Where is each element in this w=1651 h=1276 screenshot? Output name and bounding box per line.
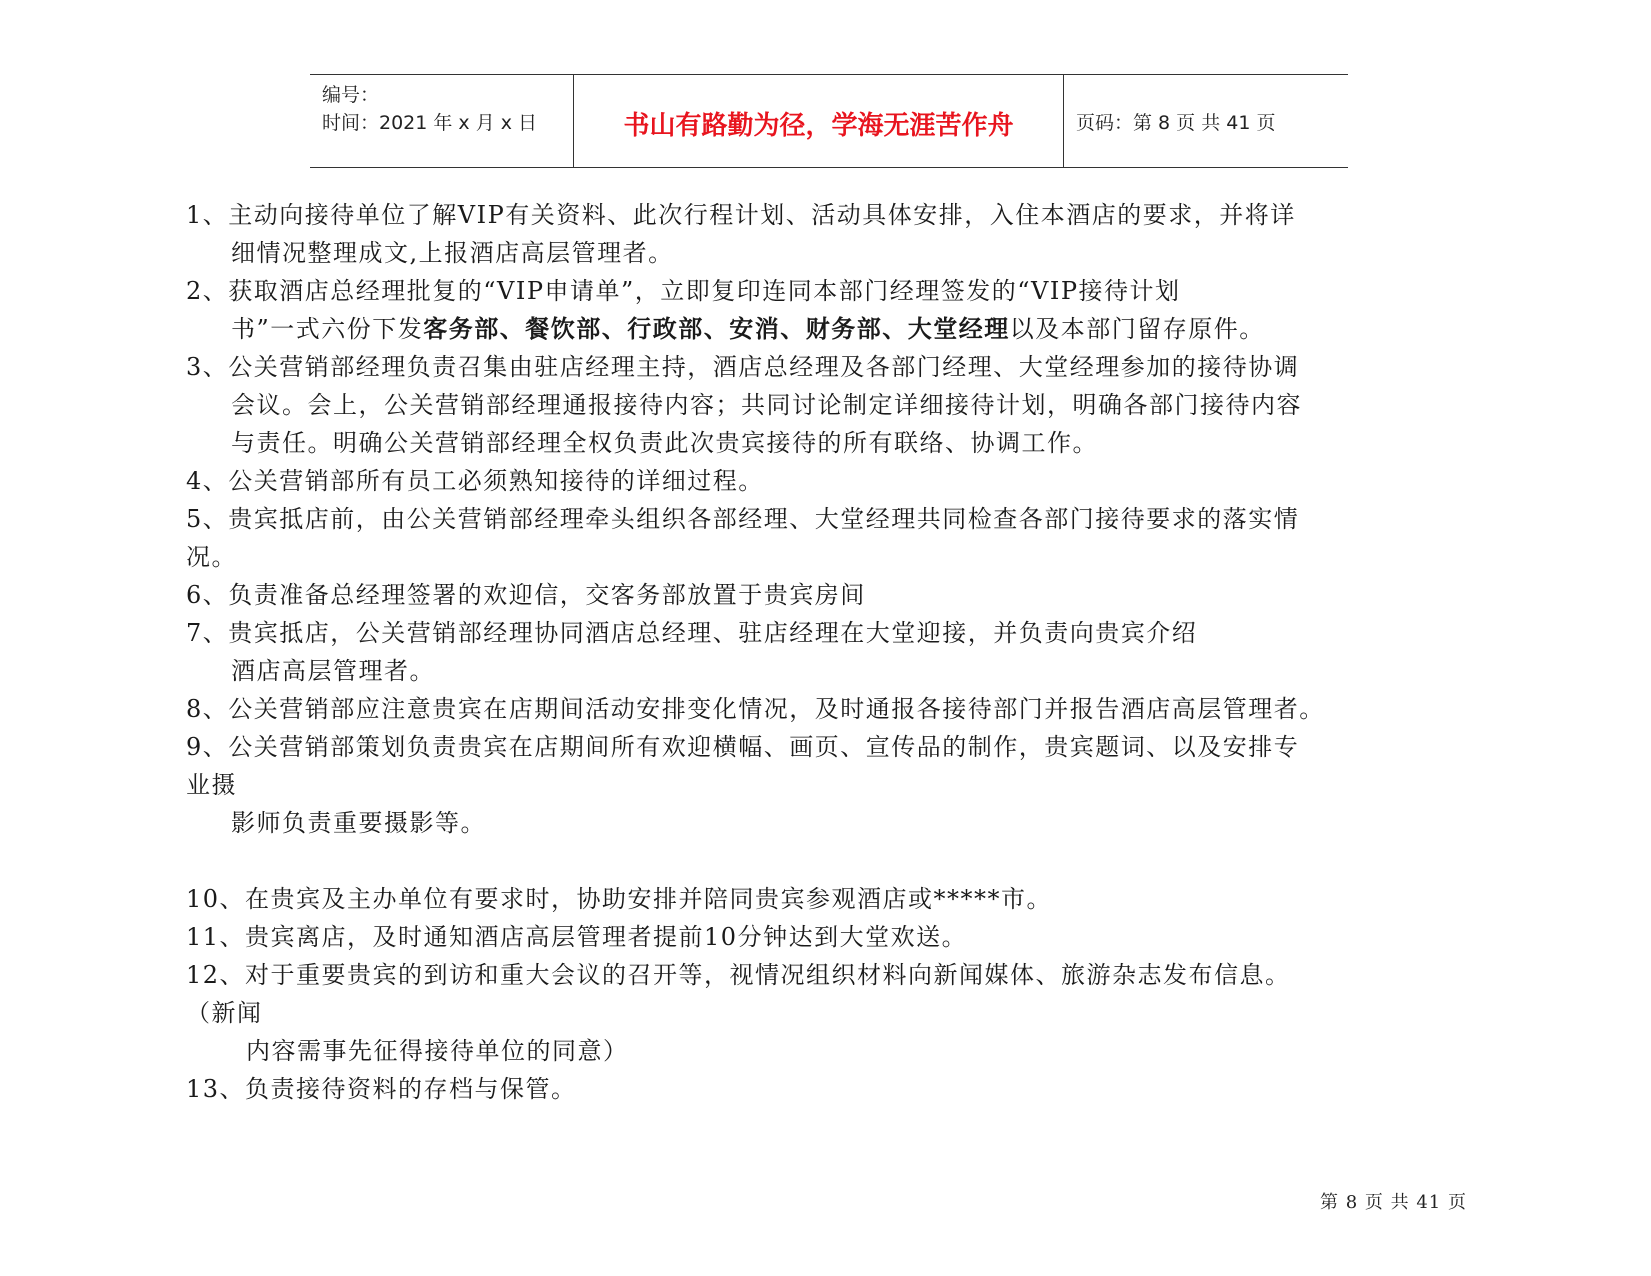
page-footer: 第 8 页 共 41 页 <box>1320 1192 1467 1213</box>
item-2-text-post: 以及本部门留存原件。 <box>1009 315 1265 343</box>
item-1-line-1: 1、主动向接待单位了解VIP有关资料、此次行程计划、活动具体安排，入住本酒店的要求，并将详 <box>186 201 1296 229</box>
item-2-text-pre: 书”一式六份下发 <box>231 315 424 343</box>
item-9-line-2: 业摄 <box>186 771 237 799</box>
item-10: 10、在贵宾及主办单位有要求时，协助安排并陪同贵宾参观酒店或*****市。 <box>186 885 1053 913</box>
item-5-line-1: 5、贵宾抵店前，由公关营销部经理牵头组织各部经理、大堂经理共同检查各部门接待要求的落实情 <box>186 505 1300 533</box>
item-6: 6、负责准备总经理签署的欢迎信，交客务部放置于贵宾房间 <box>186 581 866 609</box>
document-time-label: 时间：2021 年 x 月 x 日 <box>322 112 538 134</box>
item-12-line-1: 12、对于重要贵宾的到访和重大会议的召开等，视情况组织材料向新闻媒体、旅游杂志发布信息。 <box>186 961 1291 989</box>
item-3-line-3: 与责任。明确公关营销部经理全权负责此次贵宾接待的所有联络、协调工作。 <box>231 429 1098 457</box>
header-meta-cell <box>310 75 574 167</box>
item-3-line-2: 会议。会上，公关营销部经理通报接待内容；共同讨论制定详细接待计划，明确各部门接待内容 <box>231 391 1302 419</box>
item-12-line-2: （新闻 <box>186 999 263 1027</box>
item-8: 8、公关营销部应注意贵宾在店期间活动安排变化情况，及时通报各接待部门并报告酒店高层管理者。 <box>186 695 1325 723</box>
item-1-line-2: 细情况整理成文,上报酒店高层管理者。 <box>231 239 674 267</box>
header-page-number: 页码：第 8 页 共 41 页 <box>1076 111 1276 134</box>
paragraph-gap <box>186 842 1476 880</box>
item-2-departments-bold: 客务部、餐饮部、行政部、安消、财务部、大堂经理 <box>423 314 1010 343</box>
document-header <box>310 74 1348 168</box>
header-motto: 书山有路勤为径，学海无涯苦作舟 <box>623 110 1014 141</box>
item-2-line-2 <box>186 310 1476 348</box>
item-2-line-1: 2、获取酒店总经理批复的“VIP申请单”，立即复印连同本部门经理签发的“VIP接待计划 <box>186 277 1181 305</box>
item-5-line-2: 况。 <box>186 543 237 571</box>
item-9-line-1: 9、公关营销部策划负责贵宾在店期间所有欢迎横幅、画页、宣传品的制作，贵宾题词、以及安排专 <box>186 733 1300 761</box>
item-12-line-3: 内容需事先征得接待单位的同意） <box>246 1037 629 1065</box>
header-page-cell <box>1064 75 1348 167</box>
item-7-line-1: 7、贵宾抵店，公关营销部经理协同酒店总经理、驻店经理在大堂迎接，并负责向贵宾介绍 <box>186 619 1198 647</box>
item-7-line-2: 酒店高层管理者。 <box>231 657 435 685</box>
document-body <box>186 196 1476 1108</box>
item-11: 11、贵宾离店，及时通知酒店高层管理者提前10分钟达到大堂欢送。 <box>186 923 968 951</box>
item-3-line-1: 3、公关营销部经理负责召集由驻店经理主持，酒店总经理及各部门经理、大堂经理参加的接待协调 <box>186 353 1300 381</box>
item-4: 4、公关营销部所有员工必须熟知接待的详细过程。 <box>186 467 764 495</box>
document-number-label: 编号： <box>322 84 380 106</box>
header-motto-cell <box>574 75 1064 167</box>
item-13: 13、负责接待资料的存档与保管。 <box>186 1075 577 1103</box>
item-9-line-3: 影师负责重要摄影等。 <box>231 809 486 837</box>
